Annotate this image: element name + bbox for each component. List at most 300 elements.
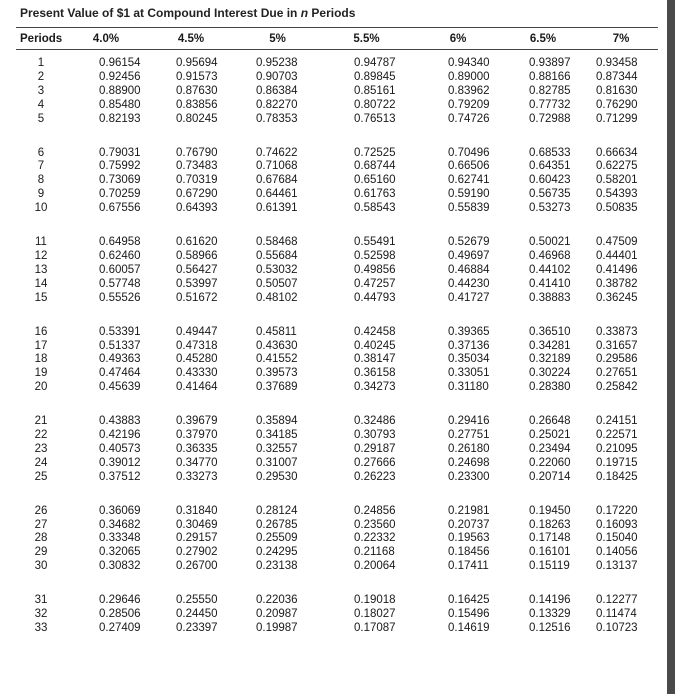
value-cell: 0.40573	[99, 442, 141, 455]
value-cell: 0.79209	[448, 98, 490, 111]
value-cell: 0.22060	[529, 456, 571, 469]
period-cell: 24	[34, 456, 48, 469]
header-rate-6: 6%	[449, 33, 467, 45]
title-n: n	[300, 6, 309, 20]
value-cell: 0.45280	[176, 353, 218, 366]
value-cell: 0.28124	[256, 504, 298, 517]
value-cell: 0.20737	[448, 518, 490, 531]
group-spacer	[16, 395, 658, 415]
value-cell: 0.27409	[99, 622, 141, 634]
value-cell: 0.22036	[256, 594, 298, 607]
value-cell: 0.74622	[256, 146, 298, 159]
value-cell: 0.16101	[529, 546, 571, 559]
value-cell: 0.27666	[354, 456, 396, 469]
value-cell: 0.75992	[99, 160, 141, 173]
value-cell: 0.58468	[256, 236, 298, 249]
value-cell: 0.33348	[99, 532, 141, 545]
value-cell: 0.37970	[176, 429, 218, 442]
table-row	[16, 443, 658, 457]
value-cell: 0.29157	[176, 532, 218, 545]
value-cell: 0.67556	[99, 202, 141, 215]
value-cell: 0.82193	[99, 112, 141, 125]
value-cell: 0.36158	[354, 367, 396, 380]
value-cell: 0.88900	[99, 84, 141, 97]
value-cell: 0.19715	[596, 456, 638, 469]
value-cell: 0.53273	[529, 202, 571, 215]
scrollbar-thumb[interactable]	[667, 0, 675, 694]
value-cell: 0.78353	[256, 112, 298, 125]
value-cell: 0.26700	[176, 560, 218, 573]
value-cell: 0.54393	[596, 188, 638, 201]
period-cell: 7	[37, 160, 45, 173]
value-cell: 0.47318	[176, 339, 218, 352]
value-cell: 0.93897	[529, 57, 571, 69]
table-row	[16, 608, 658, 622]
period-cell: 1	[37, 57, 45, 69]
value-cell: 0.47509	[596, 236, 638, 249]
value-cell: 0.39679	[176, 415, 218, 428]
value-cell: 0.82785	[529, 84, 571, 97]
value-cell: 0.61763	[354, 188, 396, 201]
value-cell: 0.23560	[354, 518, 396, 531]
table-row	[16, 367, 658, 381]
value-cell: 0.41496	[596, 263, 638, 276]
value-cell: 0.66634	[596, 146, 638, 159]
group-spacer	[16, 306, 658, 326]
value-cell: 0.34281	[529, 339, 571, 352]
value-cell: 0.72988	[529, 112, 571, 125]
value-cell: 0.68533	[529, 146, 571, 159]
value-cell: 0.56427	[176, 263, 218, 276]
value-cell: 0.89845	[354, 70, 396, 83]
value-cell: 0.28506	[99, 608, 141, 621]
table-row	[16, 429, 658, 443]
value-cell: 0.73069	[99, 174, 141, 187]
value-cell: 0.43883	[99, 415, 141, 428]
period-cell: 14	[34, 277, 48, 290]
value-cell: 0.93458	[596, 57, 638, 69]
value-cell: 0.73483	[176, 160, 218, 173]
value-cell: 0.82270	[256, 98, 298, 111]
value-cell: 0.88166	[529, 70, 571, 83]
table-row	[16, 160, 658, 174]
header-rate-4-0: 4.0%	[92, 33, 120, 45]
value-cell: 0.14619	[448, 622, 490, 634]
value-cell: 0.32189	[529, 353, 571, 366]
value-cell: 0.70319	[176, 174, 218, 187]
table-row	[16, 594, 658, 608]
period-cell: 30	[34, 560, 48, 573]
value-cell: 0.36245	[596, 291, 638, 304]
value-cell: 0.33273	[176, 470, 218, 483]
value-cell: 0.94787	[354, 57, 396, 69]
value-cell: 0.68744	[354, 160, 396, 173]
value-cell: 0.17148	[529, 532, 571, 545]
header-rate-4-5: 4.5%	[177, 33, 205, 45]
table-row	[16, 532, 658, 546]
period-cell: 33	[34, 622, 48, 634]
table-row	[16, 471, 658, 485]
value-cell: 0.13329	[529, 608, 571, 621]
value-cell: 0.17411	[448, 560, 489, 573]
group-spacer	[16, 216, 658, 236]
value-cell: 0.64351	[529, 160, 571, 173]
value-cell: 0.49856	[354, 263, 396, 276]
value-cell: 0.83856	[176, 98, 218, 111]
period-cell: 16	[34, 325, 48, 338]
value-cell: 0.40245	[354, 339, 396, 352]
table-row	[16, 147, 658, 161]
value-cell: 0.55684	[256, 249, 298, 262]
value-cell: 0.32557	[256, 442, 298, 455]
header-rate-7: 7%	[612, 33, 630, 45]
value-cell: 0.21981	[448, 504, 490, 517]
header-rate-5-5: 5.5%	[353, 33, 380, 45]
table-row	[16, 457, 658, 471]
table-row	[16, 57, 658, 71]
value-cell: 0.90703	[256, 70, 298, 83]
value-cell: 0.49447	[176, 325, 218, 338]
group-spacer	[16, 127, 658, 147]
value-cell: 0.36335	[176, 442, 218, 455]
value-cell: 0.85480	[99, 98, 141, 111]
value-cell: 0.32065	[99, 546, 141, 559]
value-cell: 0.33873	[596, 325, 638, 338]
value-cell: 0.23397	[176, 622, 218, 634]
group-spacer-cell	[16, 574, 658, 594]
value-cell: 0.12516	[529, 622, 571, 634]
value-cell: 0.87344	[596, 70, 638, 83]
period-cell: 11	[35, 236, 47, 249]
value-cell: 0.32486	[354, 415, 396, 428]
value-cell: 0.19018	[354, 594, 396, 607]
value-cell: 0.80722	[354, 98, 396, 111]
period-cell: 6	[37, 146, 45, 159]
value-cell: 0.67290	[176, 188, 218, 201]
period-cell: 28	[34, 532, 48, 545]
value-cell: 0.60423	[529, 174, 571, 187]
value-cell: 0.91573	[176, 70, 218, 83]
period-cell: 13	[34, 263, 48, 276]
value-cell: 0.56735	[529, 188, 571, 201]
value-cell: 0.44401	[596, 249, 638, 262]
table-row	[16, 113, 658, 127]
period-cell: 5	[37, 112, 45, 125]
table-row	[16, 188, 658, 202]
table-row	[16, 99, 658, 113]
value-cell: 0.35894	[256, 415, 298, 428]
value-cell: 0.39365	[448, 325, 490, 338]
title-prefix: Present Value of $1 at Compound Interest Due in	[20, 6, 301, 20]
value-cell: 0.53391	[99, 325, 141, 338]
value-cell: 0.22332	[354, 532, 396, 545]
value-cell: 0.53032	[256, 263, 298, 276]
value-cell: 0.37512	[99, 470, 141, 483]
value-cell: 0.30793	[354, 429, 396, 442]
group-spacer-cell	[16, 306, 658, 326]
table-row	[16, 250, 658, 264]
value-cell: 0.11474	[596, 608, 637, 621]
group-spacer-cell	[16, 49, 658, 57]
value-cell: 0.62275	[596, 160, 638, 173]
value-cell: 0.14196	[529, 594, 571, 607]
group-spacer	[16, 574, 658, 594]
value-cell: 0.35034	[448, 353, 490, 366]
value-cell: 0.26785	[256, 518, 298, 531]
value-cell: 0.24450	[176, 608, 218, 621]
value-cell: 0.43630	[256, 339, 298, 352]
header-periods: Periods	[20, 33, 63, 45]
value-cell: 0.51337	[99, 339, 141, 352]
table-body	[16, 49, 658, 636]
value-cell: 0.20064	[354, 560, 396, 573]
period-cell: 22	[34, 429, 48, 442]
period-cell: 27	[34, 518, 48, 531]
value-cell: 0.18027	[354, 608, 396, 621]
value-cell: 0.85161	[354, 84, 396, 97]
value-cell: 0.15496	[448, 608, 490, 621]
table-row	[16, 174, 658, 188]
value-cell: 0.47257	[354, 277, 396, 290]
value-cell: 0.18456	[448, 546, 490, 559]
value-cell: 0.34682	[99, 518, 141, 531]
table-row	[16, 505, 658, 519]
value-cell: 0.92456	[99, 70, 141, 83]
value-cell: 0.50507	[256, 277, 298, 290]
value-cell: 0.30224	[529, 367, 571, 380]
value-cell: 0.80245	[176, 112, 218, 125]
period-cell: 2	[37, 70, 45, 83]
header-row	[16, 29, 658, 49]
value-cell: 0.58966	[176, 249, 218, 262]
value-cell: 0.38147	[354, 353, 396, 366]
group-spacer	[16, 49, 658, 57]
value-cell: 0.12277	[596, 594, 638, 607]
value-cell: 0.31180	[448, 381, 489, 394]
value-cell: 0.18263	[529, 518, 571, 531]
value-cell: 0.86384	[256, 84, 298, 97]
value-cell: 0.26223	[354, 470, 396, 483]
value-cell: 0.24151	[596, 415, 638, 428]
period-cell: 31	[34, 594, 48, 607]
value-cell: 0.34185	[256, 429, 298, 442]
value-cell: 0.43330	[176, 367, 218, 380]
value-cell: 0.48102	[256, 291, 298, 304]
group-spacer-cell	[16, 216, 658, 236]
vertical-scrollbar[interactable]	[658, 0, 682, 694]
value-cell: 0.14056	[596, 546, 638, 559]
value-cell: 0.42196	[99, 429, 141, 442]
value-cell: 0.15040	[596, 532, 638, 545]
table-row	[16, 71, 658, 85]
value-cell: 0.31007	[256, 456, 298, 469]
value-cell: 0.28380	[529, 381, 571, 394]
value-cell: 0.38782	[596, 277, 638, 290]
value-cell: 0.95238	[256, 57, 298, 69]
value-cell: 0.61391	[256, 202, 298, 215]
value-cell: 0.25550	[176, 594, 218, 607]
value-cell: 0.21168	[354, 546, 395, 559]
value-cell: 0.17220	[596, 504, 638, 517]
value-cell: 0.58543	[354, 202, 396, 215]
value-cell: 0.19563	[448, 532, 490, 545]
table-row	[16, 292, 658, 306]
value-cell: 0.31840	[176, 504, 218, 517]
period-cell: 25	[34, 470, 48, 483]
value-cell: 0.79031	[99, 146, 141, 159]
value-cell: 0.81630	[596, 84, 638, 97]
table-row	[16, 546, 658, 560]
value-cell: 0.52598	[354, 249, 396, 262]
value-cell: 0.70259	[99, 188, 141, 201]
period-cell: 21	[34, 415, 48, 428]
value-cell: 0.27651	[596, 367, 638, 380]
table-row	[16, 278, 658, 292]
present-value-table	[16, 29, 658, 636]
value-cell: 0.22571	[596, 429, 638, 442]
period-cell: 32	[34, 608, 48, 621]
period-cell: 15	[34, 291, 48, 304]
value-cell: 0.23494	[529, 442, 571, 455]
period-cell: 18	[34, 353, 48, 366]
group-spacer-cell	[16, 395, 658, 415]
value-cell: 0.45639	[99, 381, 141, 394]
value-cell: 0.16093	[596, 518, 638, 531]
value-cell: 0.96154	[99, 57, 141, 69]
group-spacer-cell	[16, 127, 658, 147]
value-cell: 0.24856	[354, 504, 396, 517]
title-suffix: Periods	[308, 6, 356, 20]
value-cell: 0.66506	[448, 160, 490, 173]
value-cell: 0.95694	[176, 57, 218, 69]
value-cell: 0.76513	[354, 112, 396, 125]
value-cell: 0.55491	[354, 236, 396, 249]
table-row	[16, 353, 658, 367]
value-cell: 0.41552	[256, 353, 298, 366]
table-row	[16, 202, 658, 216]
value-cell: 0.18425	[596, 470, 638, 483]
value-cell: 0.29586	[596, 353, 638, 366]
period-cell: 23	[34, 442, 48, 455]
value-cell: 0.23300	[448, 470, 490, 483]
value-cell: 0.71299	[596, 112, 638, 125]
value-cell: 0.58201	[596, 174, 638, 187]
value-cell: 0.16425	[448, 594, 490, 607]
value-cell: 0.29416	[448, 415, 490, 428]
value-cell: 0.94340	[448, 57, 490, 69]
value-cell: 0.19987	[256, 622, 298, 634]
table-row	[16, 519, 658, 533]
value-cell: 0.33051	[448, 367, 490, 380]
value-cell: 0.29530	[256, 470, 298, 483]
value-cell: 0.50835	[596, 202, 638, 215]
period-cell: 19	[34, 367, 48, 380]
value-cell: 0.62741	[448, 174, 490, 187]
period-cell: 8	[37, 174, 45, 187]
header-rate-5: 5%	[269, 33, 286, 45]
value-cell: 0.76290	[596, 98, 638, 111]
value-cell: 0.36510	[529, 325, 571, 338]
top-rule	[16, 27, 658, 28]
value-cell: 0.38883	[529, 291, 571, 304]
value-cell: 0.26648	[529, 415, 571, 428]
value-cell: 0.17087	[354, 622, 396, 634]
table-header	[16, 29, 658, 49]
table-row	[16, 264, 658, 278]
value-cell: 0.24295	[256, 546, 298, 559]
value-cell: 0.10723	[596, 622, 638, 634]
value-cell: 0.44793	[354, 291, 396, 304]
value-cell: 0.83962	[448, 84, 490, 97]
value-cell: 0.60057	[99, 263, 141, 276]
table-row	[16, 415, 658, 429]
value-cell: 0.72525	[354, 146, 396, 159]
period-cell: 9	[37, 188, 45, 201]
value-cell: 0.25842	[596, 381, 638, 394]
value-cell: 0.27751	[448, 429, 490, 442]
value-cell: 0.62460	[99, 249, 141, 262]
group-spacer-cell	[16, 485, 658, 505]
value-cell: 0.39573	[256, 367, 298, 380]
value-cell: 0.55526	[99, 291, 141, 304]
value-cell: 0.44102	[529, 263, 571, 276]
value-cell: 0.25021	[529, 429, 571, 442]
value-cell: 0.24698	[448, 456, 490, 469]
value-cell: 0.29646	[99, 594, 141, 607]
table-row	[16, 326, 658, 340]
value-cell: 0.20714	[529, 470, 571, 483]
value-cell: 0.37689	[256, 381, 298, 394]
value-cell: 0.41410	[529, 277, 571, 290]
value-cell: 0.57748	[99, 277, 141, 290]
value-cell: 0.41464	[176, 381, 218, 394]
value-cell: 0.41727	[448, 291, 490, 304]
period-cell: 26	[34, 504, 48, 517]
value-cell: 0.30832	[99, 560, 141, 573]
table-row	[16, 560, 658, 574]
value-cell: 0.64461	[256, 188, 298, 201]
period-cell: 10	[34, 202, 48, 215]
value-cell: 0.87630	[176, 84, 218, 97]
value-cell: 0.61620	[176, 236, 218, 249]
value-cell: 0.55839	[448, 202, 490, 215]
value-cell: 0.42458	[354, 325, 396, 338]
value-cell: 0.77732	[529, 98, 571, 111]
table-row	[16, 236, 658, 250]
value-cell: 0.49363	[99, 353, 141, 366]
value-cell: 0.13137	[596, 560, 638, 573]
table-row	[16, 85, 658, 99]
period-cell: 17	[34, 339, 48, 352]
value-cell: 0.53997	[176, 277, 218, 290]
value-cell: 0.51672	[176, 291, 218, 304]
period-cell: 20	[34, 381, 48, 394]
value-cell: 0.31657	[596, 339, 638, 352]
table-row	[16, 340, 658, 354]
value-cell: 0.20987	[256, 608, 298, 621]
value-cell: 0.34770	[176, 456, 218, 469]
value-cell: 0.65160	[354, 174, 396, 187]
value-cell: 0.64958	[99, 236, 141, 249]
table-row	[16, 622, 658, 636]
period-cell: 3	[37, 84, 45, 97]
group-spacer	[16, 485, 658, 505]
value-cell: 0.89000	[448, 70, 490, 83]
period-cell: 4	[37, 98, 45, 111]
value-cell: 0.15119	[529, 560, 570, 573]
value-cell: 0.64393	[176, 202, 218, 215]
value-cell: 0.71068	[256, 160, 298, 173]
